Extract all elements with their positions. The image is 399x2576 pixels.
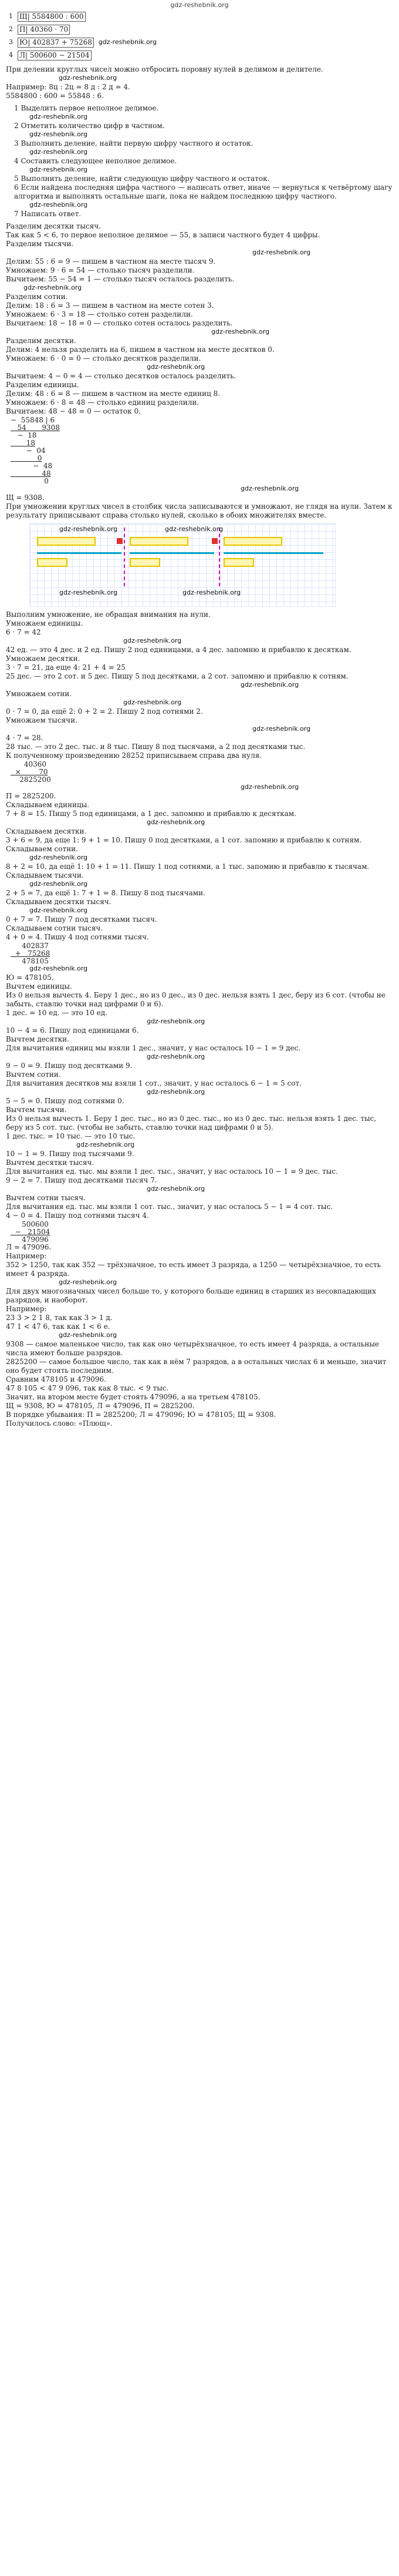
algorithm-steps bbox=[6, 104, 393, 219]
subtraction-step: Вычтем единицы. bbox=[6, 982, 72, 990]
figure-marker bbox=[117, 538, 123, 544]
answer: Л = 479096. bbox=[6, 1243, 52, 1251]
comparison-step: Значит, на втором месте будет стоять 479096, а на третьем 478105. bbox=[6, 1393, 261, 1401]
task-expression: Ю| 402837 + 75268 bbox=[18, 38, 94, 48]
addition-step: 7 + 8 = 15. Пишу 5 под единицами, а 1 дес. запомню и прибавлю к десяткам. bbox=[6, 810, 297, 818]
task-number: 4 bbox=[9, 51, 13, 59]
division-step: Вычитаем: 55 − 54 = 1 — столько тысяч осталось разделить. bbox=[6, 275, 235, 283]
comparison-step: Получилось слово: «Плющ». bbox=[6, 1419, 113, 1428]
figure-divider bbox=[219, 528, 220, 586]
site-watermark: gdz-reshebnik.org bbox=[252, 725, 311, 733]
subtraction-step: 9 − 0 = 9. Пишу под десятками 9. bbox=[6, 1062, 133, 1070]
division-explanation bbox=[6, 222, 393, 416]
algorithm-step: 2 Отметить количество цифр в частном. bbox=[14, 122, 165, 130]
multiplication-step: К полученному произведению 28252 приписываем справа два нуля. bbox=[6, 751, 262, 760]
subtraction-explanation bbox=[6, 982, 393, 1220]
division-column bbox=[11, 416, 393, 485]
multiplication-step: 0 · 7 = 0, да ещё 2: 0 + 2 = 2. Пишу 2 под сотнями 2. bbox=[6, 707, 203, 716]
figure-line bbox=[37, 552, 121, 554]
comparison-step: 47 1 < 47 6, так как 1 < 6 е. bbox=[6, 1322, 110, 1331]
addition-step: Складываем десятки тысяч. bbox=[6, 898, 111, 906]
division-step: Умножаем: 6 · 0 = 0 — столько десятков разделили. bbox=[6, 354, 201, 362]
subtraction-step: Для вычитания единиц мы взяли 1 дес., значит, у нас осталось 10 − 1 = 9 дес. bbox=[6, 1044, 301, 1052]
algorithm-step: 1 Выделить первое неполное делимое. bbox=[14, 104, 159, 112]
task-3 bbox=[6, 36, 393, 49]
site-watermark: gdz-reshebnik.org bbox=[29, 854, 88, 861]
site-watermark: gdz-reshebnik.org bbox=[241, 485, 299, 492]
column-row: 0 bbox=[11, 477, 49, 485]
multiplication-explanation bbox=[6, 610, 393, 760]
figure-divider bbox=[124, 528, 125, 586]
task-2 bbox=[6, 23, 393, 36]
column-row: 478105 bbox=[11, 957, 49, 965]
task-expression: П| 40360 · 70 bbox=[18, 25, 70, 35]
column-row: 479096 bbox=[11, 1235, 49, 1244]
column-row: + 75268 bbox=[11, 949, 50, 958]
site-watermark: gdz-reshebnik.org bbox=[29, 201, 88, 209]
site-watermark: gdz-reshebnik.org bbox=[241, 681, 299, 688]
tasks-block bbox=[6, 10, 393, 62]
column-row: 40360 bbox=[11, 760, 47, 768]
multiplication-step: Умножаем десятки. bbox=[6, 654, 80, 663]
site-watermark: gdz-reshebnik.org bbox=[211, 328, 270, 335]
figure-line bbox=[224, 552, 323, 554]
addition-step: 2 + 5 = 7, да ещё 1: 7 + 1 = 8. Пишу 8 под тысячами. bbox=[6, 889, 205, 897]
site-watermark: gdz-reshebnik.org bbox=[59, 1331, 117, 1339]
division-step: Делим: 48 : 6 = 8 — пишем в частном на месте единиц 8. bbox=[6, 389, 221, 398]
addition-step: 3 + 6 = 9, да еще 1: 9 + 1 = 10. Пишу 0 под десятками, а 1 сот. запомню и прибавлю к сотням. bbox=[6, 836, 362, 844]
site-watermark: gdz-reshebnik.org bbox=[29, 130, 88, 138]
answer: П = 2825200. bbox=[6, 792, 56, 800]
division-step: Разделим десятки. bbox=[6, 337, 76, 345]
column-row: 500600 bbox=[11, 1220, 49, 1228]
grid-figure bbox=[29, 523, 336, 607]
comparison-step: 47 8 105 < 47 9 096, так как 8 тыс. < 9 тыс. bbox=[6, 1384, 169, 1392]
subtraction-step: 4 − 0 = 4. Пишу под сотнями тысяч 4. bbox=[6, 1211, 149, 1220]
column-row: 48 bbox=[11, 469, 51, 478]
example-text: Например: 8ц : 2ц = 8 д : 2 д = 4. bbox=[6, 83, 130, 91]
division-step: Делим: 18 : 6 = 3 — пишем в частном на месте сотен 3. bbox=[6, 301, 214, 310]
multiplication-column bbox=[11, 760, 393, 783]
subtraction-step: 10 − 1 = 9. Пишу под тысячами 9. bbox=[6, 1150, 134, 1158]
subtraction-step: Для вычитания ед. тыс. мы взяли 1 дес. тыс., значит, у нас осталось 10 − 1 = 9 дес. тыс. bbox=[6, 1167, 338, 1176]
column-row: 18 bbox=[11, 439, 35, 447]
addition-step: 8 + 2 = 10, да ещё 1: 10 + 1 = 11. Пишу 1 под сотнями, а 1 тыс. запомню и прибавлю к тысячам. bbox=[6, 862, 370, 871]
figure-marker bbox=[212, 538, 218, 544]
task-4 bbox=[6, 49, 393, 62]
addition-step: 4 + 0 = 4. Пишу 4 под сотнями тысяч. bbox=[6, 933, 149, 941]
division-step: Разделим тысячи. bbox=[6, 240, 74, 248]
site-watermark: gdz-reshebnik.org bbox=[59, 74, 117, 82]
comparison-step: 352 > 1250, так как 352 — трёхзначное, то есть имеет 3 разряда, а 1250 — четырёхзначное, то есть имеет 4 разряда. bbox=[6, 1261, 381, 1278]
addition-step: Складываем сотни. bbox=[6, 845, 78, 853]
multiplication-step: Умножаем единицы. bbox=[6, 619, 83, 627]
site-watermark: gdz-reshebnik.org bbox=[59, 589, 118, 596]
site-watermark: gdz-reshebnik.org bbox=[29, 880, 88, 888]
task-expression: Щ| 5584800 : 600 bbox=[18, 12, 86, 22]
site-watermark: gdz-reshebnik.org bbox=[147, 818, 205, 826]
algorithm-step: 3 Выполнить деление, найти первую цифру частного и остаток. bbox=[14, 139, 253, 147]
column-row: × 70 bbox=[11, 768, 48, 776]
division-step: Умножаем: 9 · 6 = 54 — столько тысяч разделили. bbox=[6, 266, 195, 274]
column-row: 54 9308 bbox=[11, 424, 60, 432]
multiplication-intro: При умножении круглых чисел в столбик числа записываются и умножают, не глядя на нули. Затем к результату приписывают справа столько нулей, сколько в обоих множителях вместе. bbox=[6, 502, 393, 519]
addition-explanation bbox=[6, 801, 393, 942]
algorithm-step: 7 Написать ответ. bbox=[14, 210, 82, 218]
division-step: Разделим сотни. bbox=[6, 293, 68, 301]
site-watermark: gdz-reshebnik.org bbox=[29, 166, 88, 173]
subtraction-step: Вычтем сотни тысяч. bbox=[6, 1194, 86, 1202]
comparison-step: Щ = 9308, Ю = 478105, Л = 479096, П = 2825200. bbox=[6, 1402, 195, 1410]
figure-line bbox=[130, 552, 214, 554]
figure-bar bbox=[130, 537, 188, 546]
task-number: 3 bbox=[9, 38, 13, 46]
subtraction-step: Вычтем десятки. bbox=[6, 1035, 69, 1043]
column-row: 2825200 bbox=[11, 775, 51, 784]
multiplication-step: 42 ед. — это 4 дес. и 2 ед. Пишу 2 под единицами, а 4 дес. запомню и прибавлю к десяткам. bbox=[6, 646, 351, 654]
division-step: Вычитаем: 18 − 18 = 0 — столько сотен осталось разделить. bbox=[6, 319, 233, 327]
site-watermark: gdz-reshebnik.org bbox=[147, 1185, 205, 1193]
subtraction-step: Вычтем десятки тысяч. bbox=[6, 1158, 94, 1167]
division-step: Так как 5 < 6, то первое неполное делимое — 55, в записи частного будет 4 цифры. bbox=[6, 231, 320, 239]
multiplication-step: 28 тыс. — это 2 дес. тыс. и 8 тыс. Пишу 8 под тысячами, а 2 под десятками тыс. bbox=[6, 743, 306, 751]
example-text-2: 5584800 : 600 = 55848 : 6. bbox=[6, 92, 104, 100]
division-step: Разделим единицы. bbox=[6, 381, 79, 389]
site-watermark: gdz-reshebnik.org bbox=[29, 965, 88, 972]
comparison-step: Сравним 478105 и 479096. bbox=[6, 1375, 106, 1383]
column-row: − 04 bbox=[11, 446, 46, 455]
answer: Щ = 9308. bbox=[6, 493, 45, 502]
column-row: − 21504 bbox=[11, 1228, 50, 1236]
multiplication-step: 4 · 7 = 28. bbox=[6, 734, 43, 742]
subtraction-step: Вычтем тысячи. bbox=[6, 1106, 67, 1114]
site-watermark: gdz-reshebnik.org bbox=[147, 1017, 205, 1025]
site-watermark: gdz-reshebnik.org bbox=[29, 906, 88, 914]
subtraction-step: Для вычитания ед. тыс. мы взяли 1 сот. тыс., значит, у нас осталось 5 − 1 = 4 сот. тыс. bbox=[6, 1203, 333, 1211]
subtraction-step: Из 0 нельзя вычесть 1. Беру 1 дес. тыс., но из 0 дес. тыс., но из 0 дес. тыс. нельзя взять 1 дес. тыс, беру из 5 сот. тыс. (чтобы не забыть, ставлю точки над цифрами 0 и 5). bbox=[6, 1114, 377, 1131]
addition-column bbox=[11, 942, 393, 965]
comparison-step: Например: bbox=[6, 1305, 47, 1313]
site-watermark: gdz-reshebnik.org bbox=[170, 1, 229, 9]
subtraction-step: 9 − 2 = 7. Пишу под десятками тысяч 7. bbox=[6, 1176, 157, 1184]
task-1 bbox=[6, 10, 393, 23]
site-watermark: gdz-reshebnik.org bbox=[123, 637, 182, 644]
multiplication-step: 3 · 7 = 21, да еще 4: 21 + 4 = 25 bbox=[6, 663, 126, 671]
site-watermark: gdz-reshebnik.org bbox=[76, 1141, 135, 1148]
comparison-step: Для двух многозначных чисел больше то, у которого больше единиц в старших из несовпадающих разрядов, и наоборот. bbox=[6, 1287, 376, 1304]
division-step: Умножаем: 6 · 8 = 48 — столько единиц разделили. bbox=[6, 398, 200, 407]
comparison-step: 2825200 — самое большое число, так как в нём 7 разрядов, а в остальных числах 6 и меньше, значит оно будет стоять последним. bbox=[6, 1358, 387, 1375]
site-watermark: gdz-reshebnik.org bbox=[147, 1088, 205, 1096]
addition-step: Складываем единицы. bbox=[6, 801, 90, 809]
site-watermark: gdz-reshebnik.org bbox=[182, 589, 241, 596]
multiplication-step: 6 · 7 = 42 bbox=[6, 628, 41, 636]
subtraction-step: 5 − 5 = 0. Пишу под сотнями 0. bbox=[6, 1097, 124, 1105]
site-watermark: gdz-reshebnik.org bbox=[29, 113, 88, 120]
site-watermark: gdz-reshebnik.org bbox=[98, 38, 157, 46]
subtraction-step: 1 дес. тыс. = 10 тыс. — это 10 тыс. bbox=[6, 1132, 136, 1140]
figure-bar bbox=[130, 558, 160, 567]
site-watermark: gdz-reshebnik.org bbox=[147, 1053, 205, 1060]
division-step: Вычитаем: 48 − 48 = 0 — остаток 0. bbox=[6, 407, 141, 415]
task-number: 1 bbox=[9, 12, 13, 21]
subtraction-step: 10 − 4 = 6. Пишу под единицами 6. bbox=[6, 1026, 139, 1035]
division-step: Умножаем: 6 · 3 = 18 — столько сотен разделили. bbox=[6, 310, 193, 318]
answer: Ю = 478105. bbox=[6, 973, 54, 982]
figure-bar bbox=[224, 537, 282, 546]
column-row: 402837 bbox=[11, 942, 49, 950]
addition-step: 0 + 7 = 7. Пишу 7 под десятками тысяч. bbox=[6, 915, 157, 923]
division-step: Делим: 55 : 6 = 9 — пишем в частном на месте тысяч 9. bbox=[6, 257, 216, 266]
site-watermark: gdz-reshebnik.org bbox=[29, 148, 88, 156]
subtraction-step: Для вычитания десятков мы взяли 1 сот., значит, у нас осталось 6 − 1 = 5 сот. bbox=[6, 1079, 302, 1087]
site-watermark: gdz-reshebnik.org bbox=[59, 525, 118, 533]
division-step: Вычитаем: 4 − 0 = 4 — столько десятков осталось разделить. bbox=[6, 372, 236, 380]
multiplication-step: Умножаем тысячи. bbox=[6, 716, 77, 724]
algorithm-step: 6 Если найдена последняя цифра частного — написать ответ, иначе — вернуться к четвёртому шагу алгоритма и выполнять остальные шаги, пока не найдем последнюю цифру частного. bbox=[14, 183, 393, 200]
figure-bar bbox=[37, 537, 96, 546]
intro-text: При делении круглых чисел можно отбросить поровну нулей в делимом и делителе. bbox=[6, 65, 323, 73]
multiplication-step: Умножаем сотни. bbox=[6, 690, 72, 698]
addition-step: Складываем тысячи. bbox=[6, 871, 84, 879]
algorithm-step: 5 Выполнить деление, найти следующую цифру частного и остаток. bbox=[14, 174, 270, 183]
comparison-step: В порядке убывания: П = 2825200; Л = 479096; Ю = 478105; Щ = 9308. bbox=[6, 1410, 276, 1419]
comparison-step: 23 3 > 2 1 8, так как 3 > 1 д. bbox=[6, 1314, 113, 1322]
multiplication-step: 25 дес. — это 2 сот. и 5 дес. Пишу 5 под десятками, а 2 сот. запомню и прибавлю к сотням. bbox=[6, 672, 349, 680]
multiplication-step: Выполним умножение, не обращая внимания на нули. bbox=[6, 610, 211, 619]
site-watermark: gdz-reshebnik.org bbox=[241, 783, 299, 791]
division-step: Разделим десятки тысяч. bbox=[6, 222, 101, 230]
subtraction-step: 1 дес. = 10 ед. — это 10 ед. bbox=[6, 1009, 107, 1017]
figure-bar bbox=[37, 558, 67, 567]
site-watermark: gdz-reshebnik.org bbox=[147, 363, 205, 371]
subtraction-step: Из 0 нельзя вычесть 4. Беру 1 дес., но из 0 дес., из 0 дес. нельзя взять 1 дес, беру из 6 сот. (чтобы не забыть, ставлю точки над цифрами 0 и 6). bbox=[6, 991, 386, 1008]
comparison-step: 9308 — самое маленькое число, так как оно четырёхзначное, то есть имеет 4 разряда, а остальные числа имеют больше разрядов. bbox=[6, 1340, 379, 1357]
column-row: − 18 bbox=[11, 431, 37, 439]
figure-bar bbox=[224, 558, 254, 567]
column-row: − 55848 | 6 bbox=[11, 416, 55, 424]
comparison-explanation bbox=[6, 1252, 393, 1428]
column-row: 0 bbox=[11, 454, 42, 462]
division-step: Делим: 4 нельзя разделить на 6, пишем в частном на месте десятков 0. bbox=[6, 345, 275, 354]
algorithm-step: 4 Составить следующее неполное делимое. bbox=[14, 157, 177, 165]
addition-step: Складываем сотни тысяч. bbox=[6, 924, 103, 932]
site-watermark: gdz-reshebnik.org bbox=[165, 525, 224, 533]
task-number: 2 bbox=[9, 25, 13, 33]
subtraction-step: Вычтем сотни. bbox=[6, 1070, 61, 1079]
comparison-step: Например: bbox=[6, 1252, 47, 1260]
site-watermark: gdz-reshebnik.org bbox=[23, 284, 82, 291]
site-watermark: gdz-reshebnik.org bbox=[123, 698, 182, 706]
addition-step: Складываем десятки. bbox=[6, 827, 87, 835]
site-watermark: gdz-reshebnik.org bbox=[59, 1278, 117, 1286]
site-watermark: gdz-reshebnik.org bbox=[252, 248, 311, 256]
column-row: − 48 bbox=[11, 462, 53, 470]
task-expression: Л| 500600 − 21504 bbox=[18, 51, 92, 61]
subtraction-column bbox=[11, 1220, 393, 1243]
